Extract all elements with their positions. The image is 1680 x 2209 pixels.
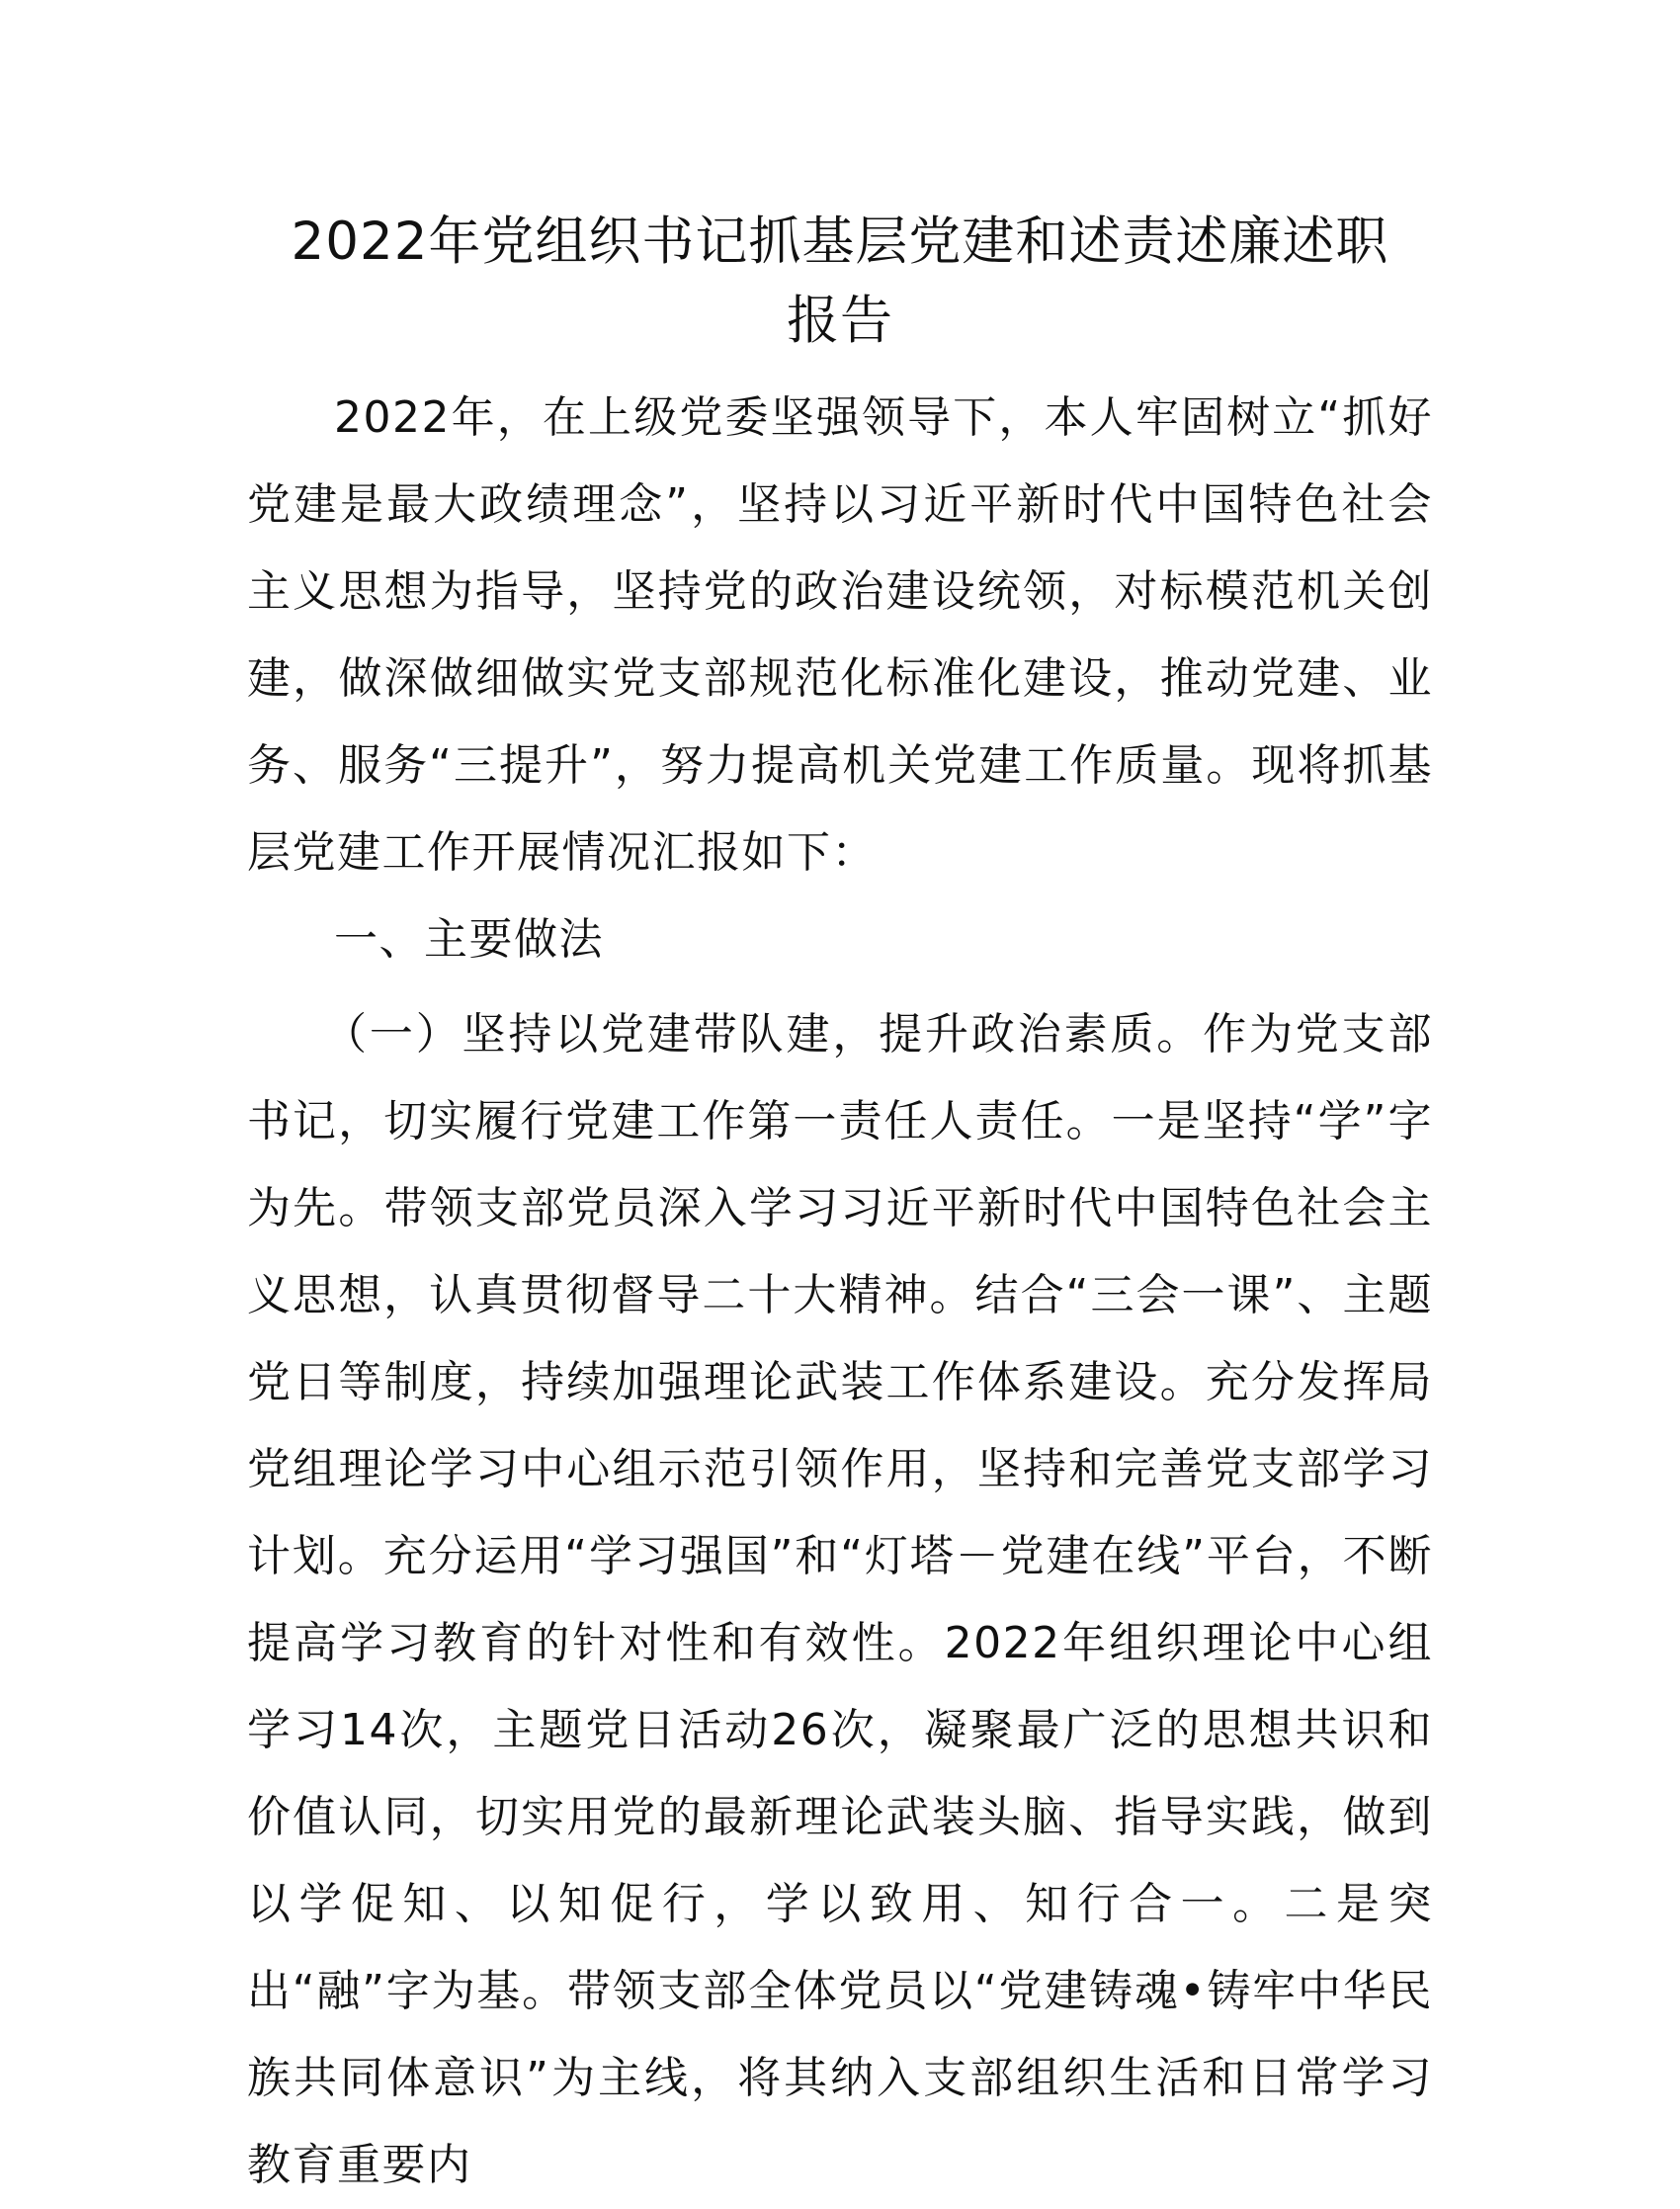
document-title <box>247 203 1433 361</box>
document-title-line-1: 2022年党组织书记抓基层党建和述责述廉述职 <box>291 212 1389 272</box>
document-body <box>247 203 1433 2209</box>
section-heading-main-practices: 一、主要做法 <box>334 914 604 965</box>
intro-paragraph: 2022年，在上级党委坚强领导下，本人牢固树立“抓好党建是最大政绩理念”，坚持以习近平新时代中国特色社会主义思想为指导，坚持党的政治建设统领，对标模范机关创建，做深做细做实党支部规范化标准化建设，推动党建、业务、服务“三提升”，努力提高机关党建工作质量。现将抓基层党建工作开展情况汇报如下： <box>247 392 1433 878</box>
document-title-line-2: 报告 <box>787 291 893 351</box>
section-paragraph-party-building: （一）坚持以党建带队建，提升政治素质。作为党支部书记，切实履行党建工作第一责任人责任。一是坚持“学”字为先。带领支部党员深入学习习近平新时代中国特色社会主义思想，认真贯彻督导二十大精神。结合“三会一课”、主题党日等制度，持续加强理论武装工作体系建设。充分发挥局党组理论学习中心组示范引领作用，坚持和完善党支部学习计划。充分运用“学习强国”和“灯塔－党建在线”平台，不断提高学习教育的针对性和有效性。2022年组织理论中心组学习14次，主题党日活动26次，凝聚最广泛的思想共识和价值认同，切实用党的最新理论武装头脑、指导实践，做到以学促知、以知促行，学以致用、知行合一。二是突出“融”字为基。带领支部全体党员以“党建铸魂•铸牢中华民族共同体意识”为主线，将其纳入支部组织生活和日常学习教育重要内 <box>247 1009 1433 2190</box>
